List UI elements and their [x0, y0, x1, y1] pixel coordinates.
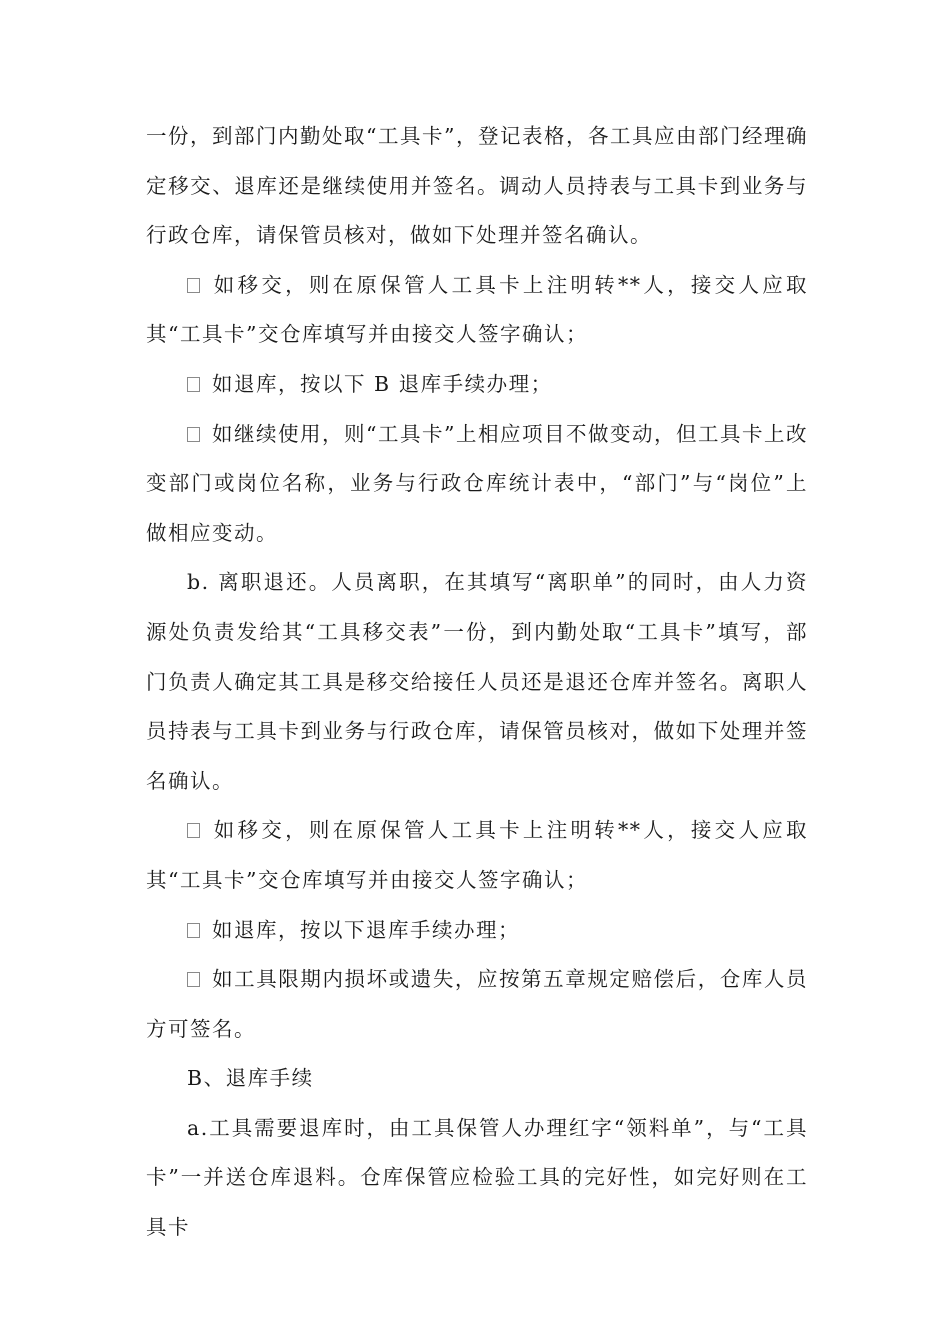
- checkbox-bullet-icon: [187, 377, 200, 392]
- checkbox-bullet-icon: [187, 278, 200, 293]
- list-item-damage-loss: [146, 955, 808, 1054]
- paragraph-text: 如退库，按以下 B 退库手续办理；: [212, 371, 553, 396]
- list-item-return: [146, 360, 808, 410]
- paragraph-text: b. 离职退还。人员离职，在其填写“离职单”的同时，由人力资源处负责发给其“工具移交表”一份，到内勤处取“工具卡”填写，部门负责人确定其工具是移交给接任人员还是退还仓库并签名。离职人员持表与工具卡到业务与行政仓库，请保管员核对，做如下处理并签名确认。: [146, 570, 808, 793]
- heading-text: B、退库手续: [187, 1066, 314, 1091]
- paragraph-text: 如移交，则在原保管人工具卡上注明转**人，接交人应取其“工具卡”交仓库填写并由接交人签字确认；: [146, 272, 808, 347]
- paragraph-text: a.工具需要退库时，由工具保管人办理红字“领料单”，与“工具卡”一并送仓库退料。仓库保管应检验工具的完好性，如完好则在工具卡: [146, 1115, 808, 1240]
- checkbox-bullet-icon: [187, 923, 200, 938]
- section-heading-return-procedure: [146, 1054, 808, 1104]
- checkbox-bullet-icon: [187, 823, 200, 838]
- paragraph-text: 如工具限期内损坏或遗失，应按第五章规定赔偿后，仓库人员方可签名。: [146, 967, 808, 1041]
- paragraph-transfer-intro: [146, 112, 808, 261]
- paragraph-text: 如移交，则在原保管人工具卡上注明转**人，接交人应取其“工具卡”交仓库填写并由接交人签字确认；: [146, 818, 808, 892]
- list-item-handover: [146, 261, 808, 360]
- paragraph-resignation-return: [146, 558, 808, 806]
- paragraph-return-procedure-a: [146, 1104, 808, 1253]
- list-item-handover-2: [146, 806, 808, 905]
- document-page: [146, 112, 808, 1253]
- paragraph-text: 如继续使用，则“工具卡”上相应项目不做变动，但工具卡上改变部门或岗位名称，业务与行政仓库统计表中，“部门”与“岗位”上做相应变动。: [146, 421, 808, 545]
- paragraph-text: 一份，到部门内勤处取“工具卡”，登记表格，各工具应由部门经理确定移交、退库还是继续使用并签名。调动人员持表与工具卡到业务与行政仓库，请保管员核对，做如下处理并签名确认。: [146, 124, 808, 248]
- list-item-continue-use: [146, 410, 808, 559]
- checkbox-bullet-icon: [187, 972, 200, 987]
- list-item-return-2: [146, 906, 808, 956]
- checkbox-bullet-icon: [187, 427, 200, 442]
- paragraph-text: 如退库，按以下退库手续办理；: [212, 917, 520, 942]
